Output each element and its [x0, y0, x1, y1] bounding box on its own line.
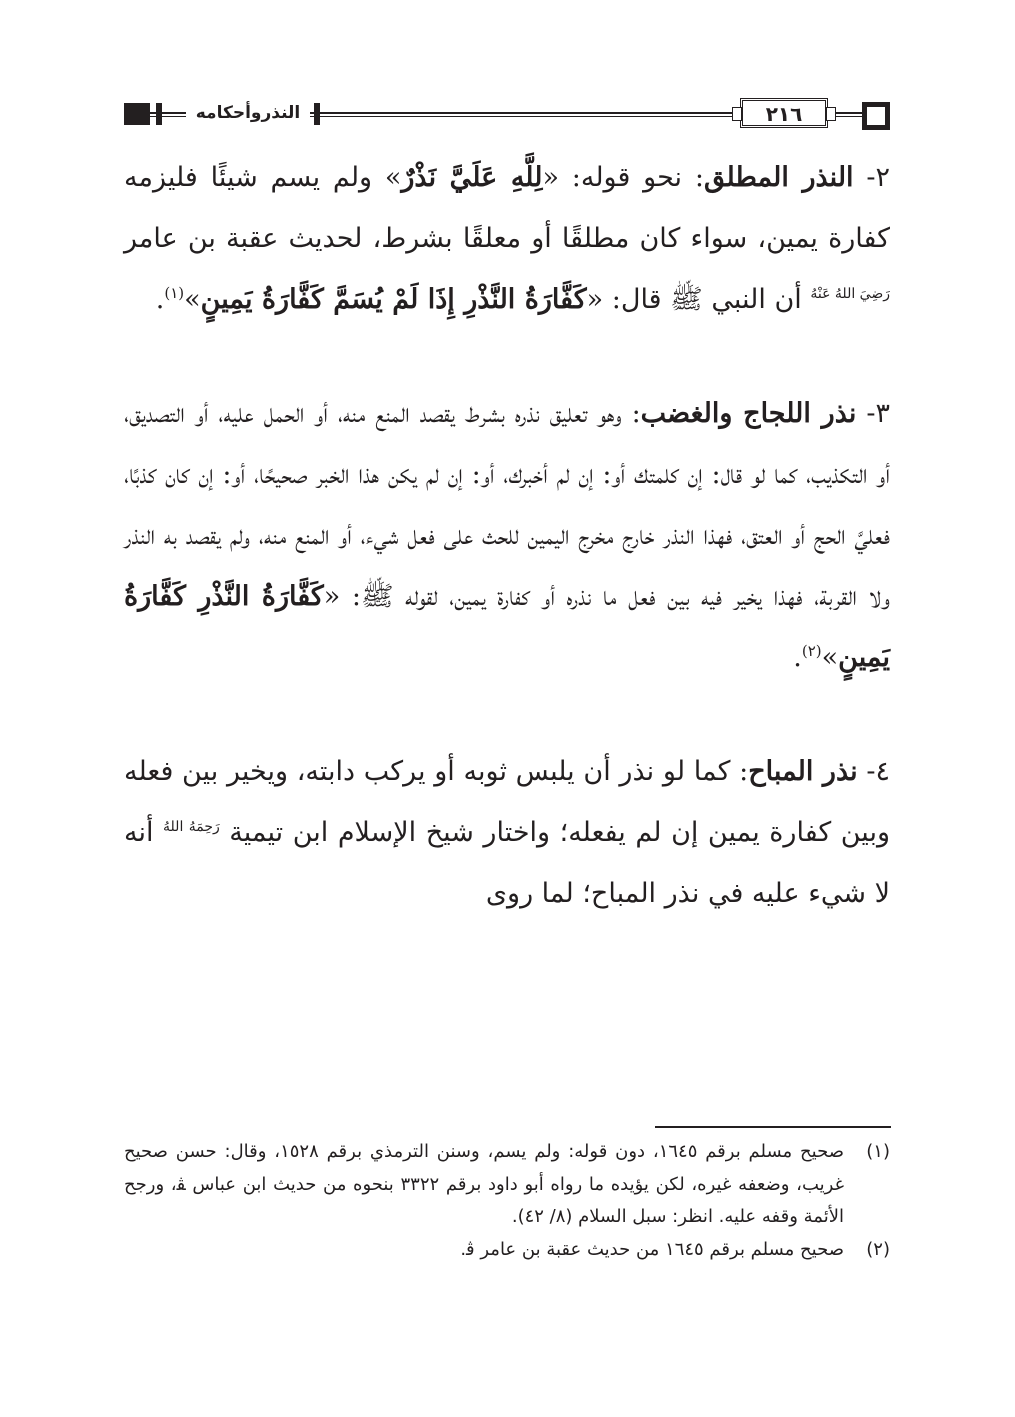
paragraph-text: » — [184, 283, 201, 315]
item-term: نذر المباح — [748, 756, 858, 788]
item-term: نذر اللجاج والغضب — [640, 398, 857, 430]
header-title-bar — [314, 103, 320, 125]
book-title-box — [186, 96, 310, 130]
footnote-2 — [124, 1234, 890, 1267]
footnote-text: صحيح مسلم برقم ١٦٤٥، دون قوله: ولم يسم، وسنن الترمذي برقم ١٥٢٨، وقال: حسن صحيح غريب، وضعفه غيره، لكن يؤيده ما رواه أبو داود برقم ٣٣٢٢ بنحوه من حديث ابن عباس ﭭ، ورجح الأئمة وقفه عليه. انظر: سبل السلام (٨/ ٤٢). — [124, 1141, 844, 1227]
footnote-number: (١) — [866, 1141, 890, 1162]
honorific-glyph: رَضِيَ اللهُ عَنْهُ — [810, 285, 890, 302]
header-left-bar — [156, 103, 162, 125]
paragraph-text: قال: « — [586, 283, 671, 315]
paragraph-text: : كما لو نذر أن يلبس ثوبه أو يركب دابته، ويخير بين فعله وبين كفارة يمين إن لم يفعله؛ واختار شيخ الإسلام ابن تيمية — [124, 756, 890, 849]
item-number: ٢- — [866, 162, 890, 193]
paragraph-absolute-vow — [124, 148, 890, 330]
footnote-1 — [124, 1136, 890, 1234]
header-right-square — [862, 102, 890, 130]
hadith-quote: لِلَّهِ عَلَيَّ نَذْرٌ — [401, 162, 543, 193]
footnote-separator — [655, 1126, 891, 1128]
item-term: النذر المطلق — [703, 162, 854, 193]
page-number-frame — [740, 98, 828, 128]
paragraph-text: . — [793, 641, 802, 673]
paragraph-text: أنه لا شيء عليه في نذر المباح؛ لما روى — [124, 817, 890, 909]
item-number: ٤- — [866, 756, 890, 788]
header-left-block — [124, 103, 150, 125]
paragraph-text: » — [821, 641, 839, 673]
main-text — [124, 148, 890, 925]
honorific-glyph: ﷺ — [670, 283, 703, 315]
paragraph-text: . — [155, 283, 165, 315]
paragraph-stubborn-vow — [124, 384, 890, 688]
footnotes — [124, 1136, 890, 1266]
hadith-quote: كَفَّارَةُ النَّذْرِ إِذَا لَمْ يُسَمَّ كَفَّارَةُ يَمِينٍ — [200, 283, 587, 315]
honorific-glyph: ﷺ — [360, 580, 394, 612]
hadith-quote: كَفَّارَةُ النَّذْرِ كَفَّارَةُ يَمِينٍ — [124, 580, 890, 673]
book-title: النذروأحكامه — [195, 103, 301, 123]
paragraph-text: أن النبي — [702, 283, 811, 315]
paragraph-text: » ولم يسم شيئًا فليزمه كفارة يمين، سواء كان مطلقًا أو معلقًا بشرط، لحديث عقبة بن عامر — [124, 162, 890, 254]
footnote-number: (٢) — [866, 1238, 890, 1260]
paragraph-permissible-vow — [124, 742, 890, 924]
footnote-text: صحيح مسلم برقم ١٦٤٥ من حديث عقبة بن عامر ﭬ. — [460, 1238, 844, 1260]
footnote-ref[interactable]: (١) — [164, 283, 185, 302]
paragraph-text: : « — [323, 580, 361, 612]
paragraph-text: : نحو قوله: « — [542, 162, 704, 193]
page-header — [124, 96, 890, 134]
page-number: ٢١٦ — [765, 102, 803, 126]
item-number: ٣- — [866, 398, 890, 430]
honorific-glyph: رَحِمَهُ اللهُ — [163, 819, 220, 836]
paragraph-text: : وهو تعليق نذره بشرط يقصد المنع منه، أو الحمل عليه، أو التصديق، أو التكذيب، كما لو قال: إن كلمتك أو: إن لم أخبرك، أو: إن لم يكن هذا الخبر صحيحًا، أو: إن كان كذبًا، فعليَّ الحج أو العتق، فهذا النذر خارج مخرج اليمين للحث على فعل شيء، أو المنع منه، ولم يقصد به النذر ولا القربة، فهذا يخير فيه بين فعل ما نذره أو كفارة يمين، لقوله — [124, 398, 890, 612]
footnote-ref[interactable]: (٢) — [801, 641, 822, 660]
